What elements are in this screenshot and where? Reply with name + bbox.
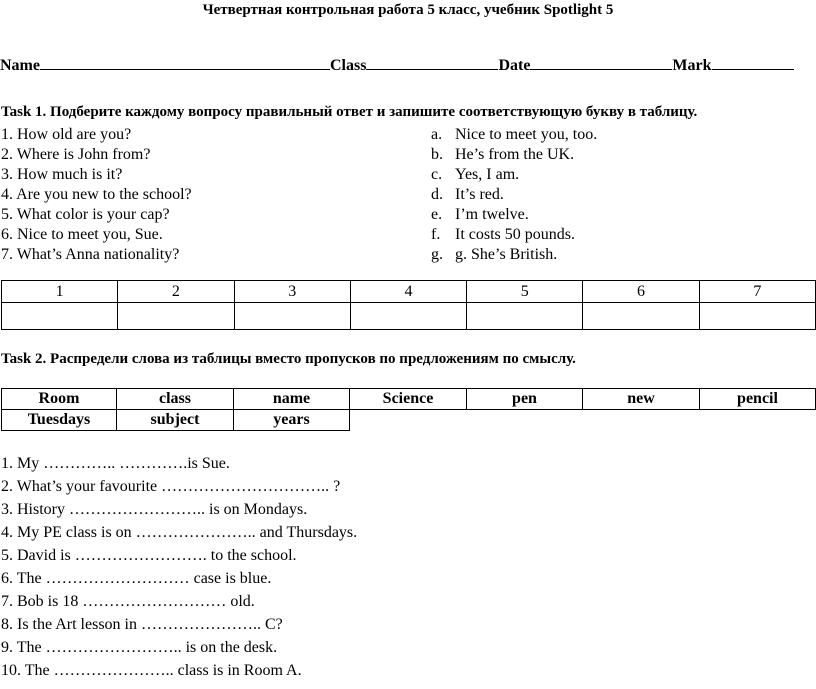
answer-table-number: 6 [583, 281, 699, 303]
question-item: 3. How much is it? [1, 166, 123, 183]
question-item: 1. How old are you? [1, 126, 132, 143]
answer-table-number: 3 [234, 281, 350, 303]
answer-item [431, 226, 575, 244]
class-label: Class [329, 57, 367, 74]
question-item: 4. Are you new to the school? [1, 186, 192, 203]
sentence-item: 10. The ………………….. class is in Room A. [1, 662, 302, 679]
answer-table-number: 1 [2, 281, 118, 303]
question-item: 2. Where is John from? [1, 146, 151, 163]
sentence-item: 6. The ……………………… case is blue. [1, 570, 272, 587]
answer-letter: c. [431, 166, 443, 183]
answer-text: I’m twelve. [455, 206, 529, 223]
sentence-item: 3. History …………………….. is on Mondays. [1, 501, 308, 518]
word-cell: pencil [700, 389, 816, 410]
page-title: Четвертная контрольная работа 5 класс, учебник Spotlight 5 [202, 2, 614, 18]
answer-cell[interactable] [699, 303, 815, 330]
answer-text: Yes, I am. [455, 166, 520, 183]
answer-text: g. She’s British. [455, 246, 558, 263]
word-cell: name [234, 389, 350, 410]
question-item: 7. What’s Anna nationality? [1, 246, 180, 263]
answer-item [431, 186, 504, 204]
answer-item [431, 146, 574, 164]
mark-label: Mark [672, 57, 712, 74]
sentence-item: 4. My PE class is on ………………….. and Thursdays. [1, 524, 358, 541]
word-cell: subject [117, 410, 234, 431]
answer-cell[interactable] [467, 303, 583, 330]
answer-table-number: 2 [118, 281, 234, 303]
sentence-item: 9. The …………………….. is on the desk. [1, 639, 278, 656]
sentence-item: 7. Bob is 18 ……………………… old. [1, 593, 255, 610]
task2-heading: Task 2. Распредели слова из таблицы вместо пропусков по предложениям по смыслу. [1, 351, 576, 367]
answer-table [1, 280, 816, 330]
answer-item [431, 246, 557, 264]
answer-letter: b. [431, 146, 443, 163]
answer-letter: a. [431, 126, 443, 143]
word-cell: class [117, 389, 234, 410]
answer-cell[interactable] [118, 303, 234, 330]
class-blank[interactable] [366, 55, 498, 70]
word-cell: Room [2, 389, 117, 410]
answer-letter: e. [431, 206, 443, 223]
task1-heading: Task 1. Подберите каждому вопросу правильный ответ и запишите соответствующую букву в таблицу. [1, 104, 698, 120]
answer-item [431, 166, 519, 184]
answer-text: It’s red. [455, 186, 504, 203]
answer-cell[interactable] [234, 303, 350, 330]
answer-text: Nice to meet you, too. [455, 126, 598, 143]
answer-text: He’s from the UK. [455, 146, 575, 163]
word-cell: years [234, 410, 350, 431]
answer-table-number: 4 [350, 281, 466, 303]
answer-letter: d. [431, 186, 443, 203]
word-cell: Tuesdays [2, 410, 117, 431]
answer-text: It costs 50 pounds. [455, 226, 575, 243]
sentence-item: 2. What’s your favourite ………………………….. ? [1, 478, 341, 495]
answer-cell[interactable] [583, 303, 699, 330]
sentence-item: 8. Is the Art lesson in ………………….. C? [1, 616, 283, 633]
answer-cell[interactable] [2, 303, 118, 330]
answer-table-number: 5 [467, 281, 583, 303]
word-bank-table [1, 388, 816, 431]
mark-blank[interactable] [712, 55, 794, 70]
answer-letter: f. [431, 226, 441, 243]
student-info-line [0, 55, 812, 75]
answer-item [431, 126, 597, 144]
sentence-item: 5. David is ……………………. to the school. [1, 547, 297, 564]
date-label: Date [498, 57, 531, 74]
question-item: 5. What color is your cap? [1, 206, 170, 223]
sentence-item: 1. My ………….. ………….is Sue. [1, 455, 230, 472]
answer-item [431, 206, 529, 224]
name-blank[interactable] [40, 55, 330, 70]
answer-table-number: 7 [699, 281, 815, 303]
answer-cell[interactable] [350, 303, 466, 330]
answer-letter: g. [431, 246, 443, 263]
name-label: Name [0, 57, 40, 74]
date-blank[interactable] [530, 55, 672, 70]
word-cell: pen [467, 389, 583, 410]
word-cell: new [583, 389, 700, 410]
word-cell: Science [350, 389, 467, 410]
question-item: 6. Nice to meet you, Sue. [1, 226, 163, 243]
